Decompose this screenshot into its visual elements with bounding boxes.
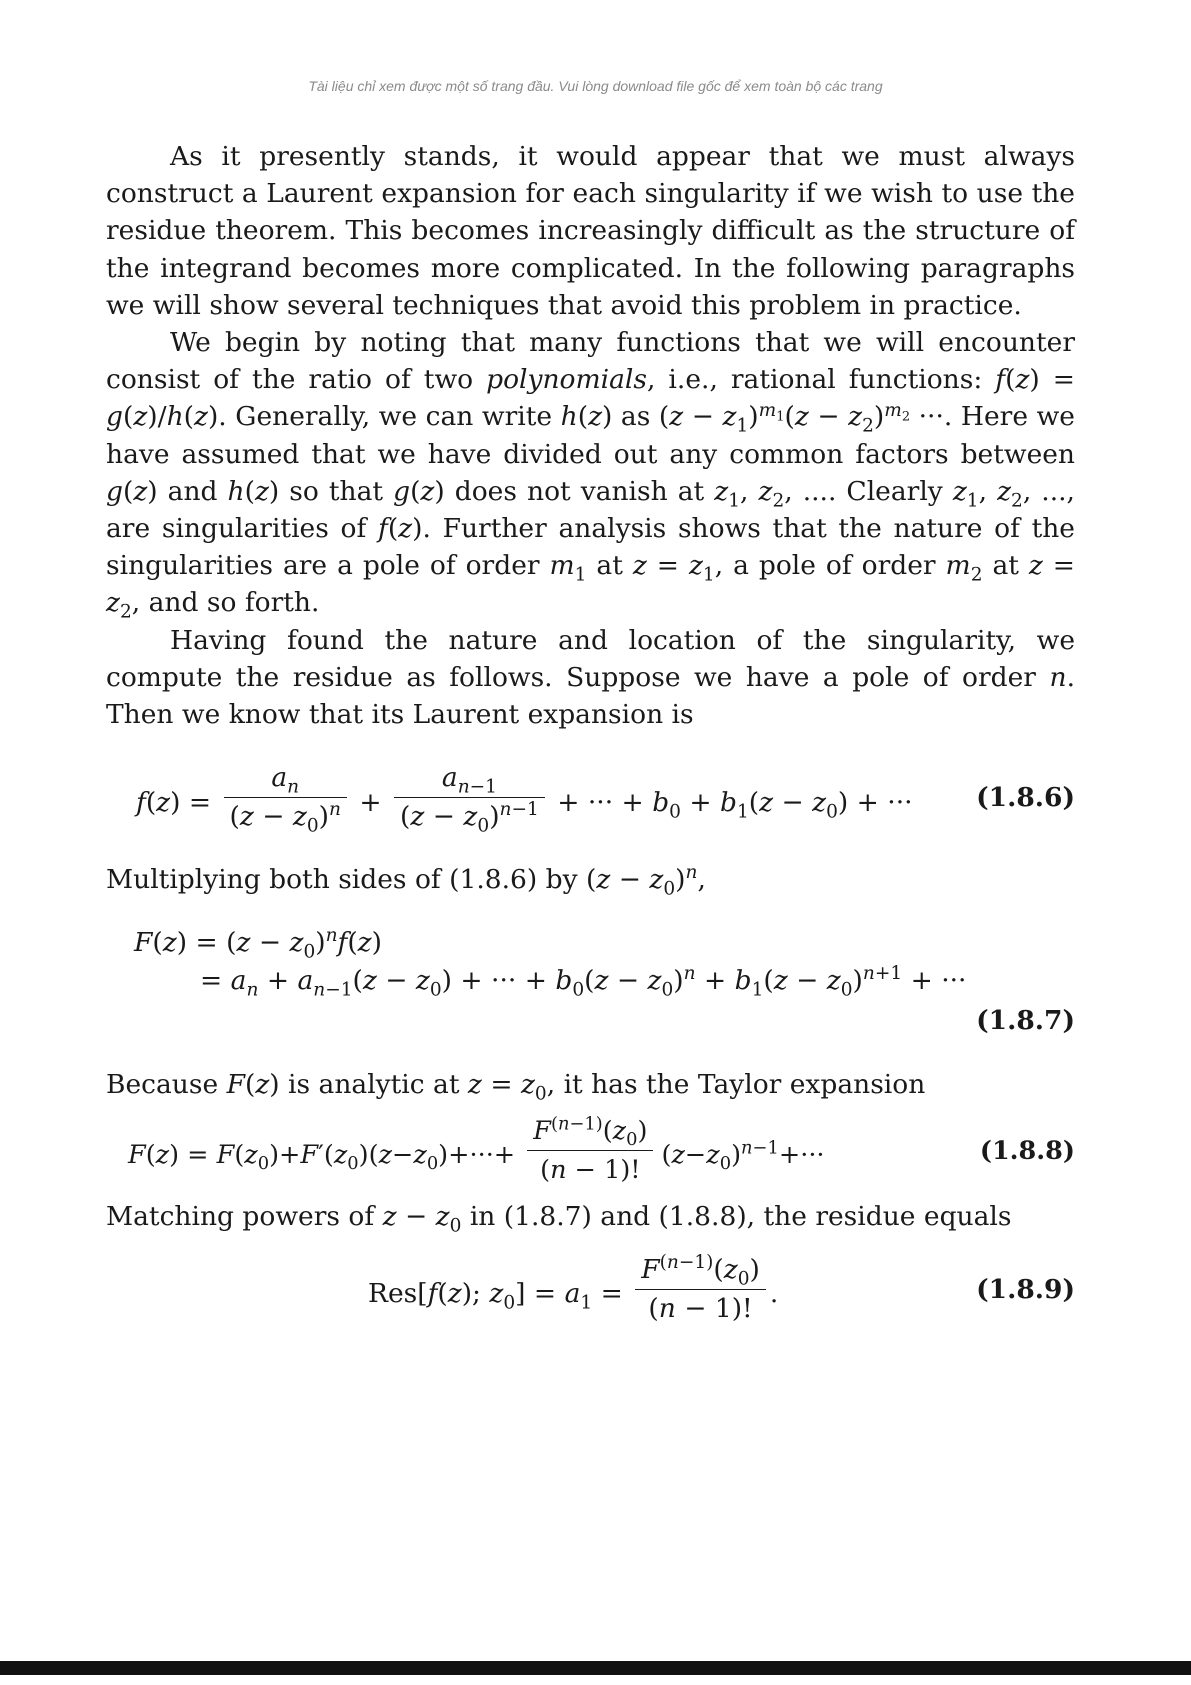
document-body: [106, 138, 1075, 1335]
equation-number: (1.8.8): [979, 1135, 1075, 1166]
connector-because: Because F(z) is analytic at $z = z_0$, it has the Taylor expansion: [106, 1069, 926, 1105]
fraction-residue: $\frac{F^{(n-1)}(z_0)}{(n - 1)!}$: [635, 1253, 766, 1326]
fraction-an: $\frac{a_n}{(z - z_0)^n}$: [224, 761, 347, 834]
equation-number: (1.8.7): [976, 1005, 1075, 1037]
fraction-taylor: $\frac{F^{(n-1)}(z_0)}{(n - 1)!}$: [527, 1114, 653, 1187]
connector-matching: Matching powers of $z - z_0$ in (1.8.7) and (1.8.8), the residue equals: [106, 1200, 1012, 1236]
equation-1-8-7: $F(z) = (z - z_0)^nf(z)$ = $a_n + a_{n-1}(z - z_0)$ + ··· + $b_0(z - z_0)^n + b_1(z - z_0)^{n+1}$ + ··· (1.8.7): [106, 924, 1075, 1044]
equation-1-8-8: $F(z) = F(z_0)+F'(z_0)(z-z_0)+\cdot\cdot\cdot+$ $\frac{F^{(n-1)}(z_0)}{(n - 1)!}$ $(z-z_0)^{n-1}+\cdot\cdot\cdot$ (1.8.8): [128, 1113, 1075, 1185]
equation-number: (1.8.9): [976, 1273, 1075, 1305]
paragraph-1: As it presently stands, it would appear that we must always construct a Laurent expansion for each singularity if we wish to use the residue theorem. This becomes increasingly difficult as the structure of the integrand becomes more complicated. In the following paragraphs we will show several techniques that avoid this problem in practice.: [106, 141, 1075, 321]
bottom-scan-border: [0, 1661, 1191, 1675]
fraction-an-1: $\frac{a_{n-1}}{(z - z_0)^{n-1}}$: [394, 761, 545, 834]
paragraph-2: We begin by noting that many functions that we will encounter consist of the ratio of two polynomials, i.e., rational functions: f(z) = g(z)/h(z). Generally, we can write h(z) as $(z - z_1)^{m_1}(z - z_2)^{m_2}$ ···. Here we have assumed that we have divided out any common factors between g(z) and h(z) so that g(z) does not vanish at $z_1$, $z_2$, .... Clearly $z_1$, $z_2$, ..., are singularities of f(z). Further analysis shows that the nature of the singularities are a pole of order $m_1$ at $z = z_1$, a pole of order $m_2$ at $z = z_2$, and so forth.: [106, 327, 1076, 623]
equation-1-8-6: f(z) = $\frac{a_n}{(z - z_0)^n}$ + $\frac{a_{n-1}}{(z - z_0)^{n-1}}$ + ··· + $b_0 + b_1(z - z_0)$ + ··· (1.8.6): [136, 762, 1075, 837]
connector-multiplying: Multiplying both sides of (1.8.6) by $(z - z_0)^n$,: [106, 862, 706, 900]
equation-1-8-9: Res[f(z); $z_0] = a_1$ = $\frac{F^{(n-1)}(z_0)}{(n - 1)!}$ . (1.8.9): [368, 1252, 1075, 1324]
watermark: Tài liệu chỉ xem được một số trang đầu. Vui lòng download file gốc để xem toàn bộ các trang: [308, 78, 883, 94]
equation-number: (1.8.6): [976, 782, 1075, 814]
paragraph-3: Having found the nature and location of the singularity, we compute the residue as follows. Suppose we have a pole of order n. Then we know that its Laurent expansion is: [106, 624, 1075, 731]
